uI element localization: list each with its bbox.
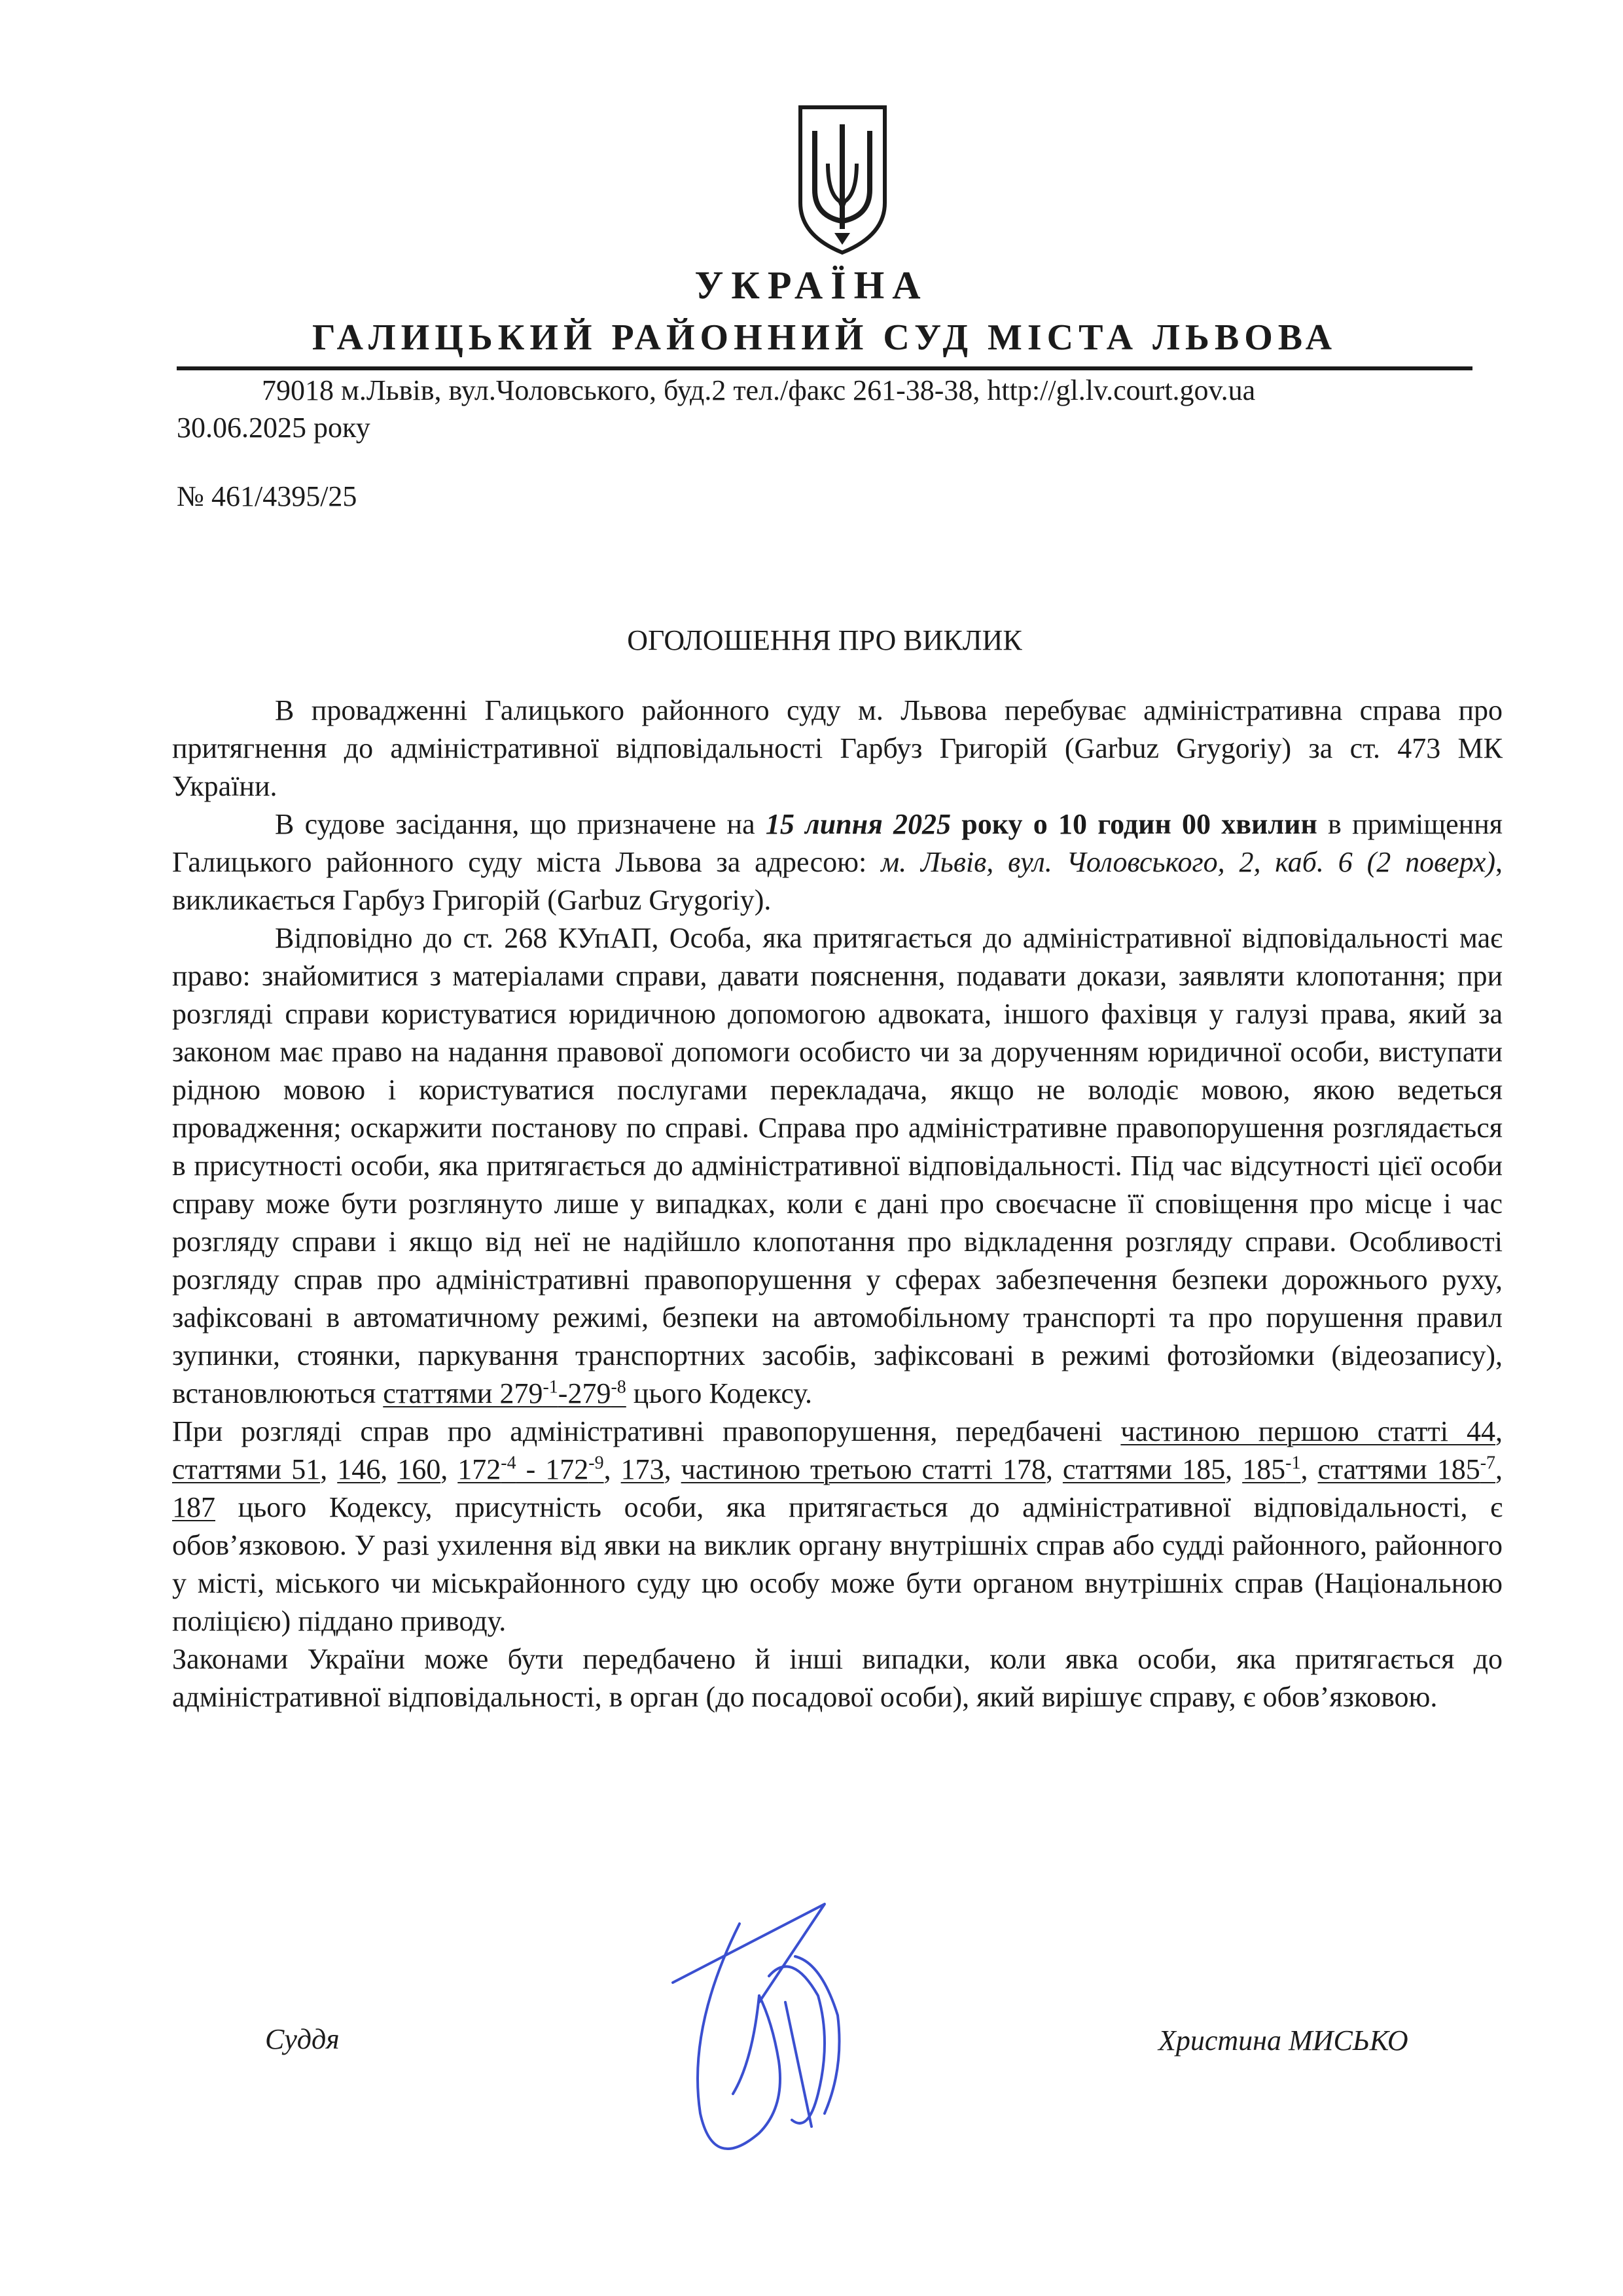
judge-name: Христина МИСЬКО — [1158, 2024, 1408, 2057]
paragraph-proceedings: В провадженні Галицького районного суду м. Львова перебуває адміністративна справа про притягнення до адміністративної відповідальності Гарбуз Григорій (Garbuz Grygoriy) за ст. 473 МК України. — [172, 694, 1503, 802]
ref-range: - 172 — [516, 1453, 589, 1485]
rights-text: Відповідно до ст. 268 КУпАП, Особа, яка притягається до адміністративної відповідальності має право: знайомитися з матеріалами справи, давати пояснення, подавати докази, заявляти клопотання; при розгляді справи користуватися юридичною допомогою адвоката, іншого фахівця у галузі права, який за законом має право на надання правової допомоги особисто чи за дорученням юридичної особи, виступати рідною мовою і користуватися послугами перекладача, якщо не володіє мовою, якою ведеться провадження; оскаржити постанову по справі. Справа про адміністративне правопорушення розглядається в присутності особи, яка притягається до адміністративної відповідальності. Під час відсутності цієї особи справу може бути розглянуто лише у випадках, коли є дані про своєчасне її сповіщення про місце і час розгляду справи і якщо від неї не надійшло клопотання про відкладення розгляду справи. Особливості розгляду справ про адміністративні правопорушення у сферах забезпечення безпеки дорожнього руху, зафіксовані в автоматичному режимі, безпеки на автомобільному транспорті та про порушення правил зупинки, стоянки, паркування транспортних засобів, зафіксовані в режимі фотозйомки (відеозапису), встановлюються — [172, 922, 1503, 1409]
paragraph-hearing — [172, 805, 1503, 919]
ref-sup: -8 — [611, 1377, 626, 1398]
country-name: УКРАЇНА — [694, 264, 929, 307]
law-reference-44[interactable]: частиною першою статті 44 — [1120, 1415, 1495, 1447]
hearing-text-1: В судове засідання, що призначене на — [275, 808, 766, 840]
header-divider — [177, 366, 1472, 370]
law-reference-172[interactable] — [457, 1453, 603, 1485]
ref-sup: -9 — [588, 1453, 604, 1474]
law-reference-185-7[interactable] — [1317, 1453, 1495, 1485]
document-date: 30.06.2025 року — [177, 412, 370, 444]
paragraph-other-cases: Законами України може бути передбачено й інші випадки, коли явка особи, яка притягається до адміністративної відповідальності, в орган (до посадової особи), який вирішує справу, є обов’язковою. — [172, 1643, 1503, 1713]
paragraph-rights — [172, 919, 1503, 1413]
law-reference-185-1[interactable] — [1242, 1453, 1300, 1485]
ref-sup: -4 — [501, 1453, 516, 1474]
ref-label: 185 — [1242, 1453, 1286, 1485]
hearing-date: 15 липня 2025 — [765, 808, 951, 840]
judge-title: Суддя — [265, 2023, 340, 2055]
case-number: № 461/4395/25 — [177, 480, 357, 512]
handwritten-signature-icon — [661, 1898, 883, 2172]
law-reference-51[interactable]: статтями 51 — [172, 1453, 321, 1485]
document-title: ОГОЛОШЕННЯ ПРО ВИКЛИК — [627, 624, 1022, 656]
hearing-place: м. Львів, вул. Чоловського, 2, каб. 6 (2 поверх) — [881, 846, 1495, 878]
rights-tail: цього Кодексу. — [626, 1377, 812, 1409]
ref-sup: -1 — [1285, 1453, 1301, 1474]
ref-label: статтями 185 — [1317, 1453, 1480, 1485]
presence-tail: цього Кодексу, присутність особи, яка притягається до адміністративної відповідальності, є обов’язковою. У разі ухилення від явки на виклик органу внутрішніх справ або судді районного, районного у місті, міського чи міськрайонного суду цю особу може бути органом внутрішніх справ (Національною поліцією) піддано приводу. — [172, 1491, 1503, 1637]
notice-body — [172, 692, 1503, 1716]
hearing-text-2: в приміщення Галицького районного суду міста Львова за адресою: — [172, 808, 1503, 878]
ref-sup: -7 — [1480, 1453, 1496, 1474]
ref-range: -279 — [558, 1377, 611, 1409]
law-reference-160[interactable]: 160 — [397, 1453, 441, 1485]
law-reference-185[interactable]: статтями 185 — [1062, 1453, 1226, 1485]
law-reference-146[interactable]: 146 — [337, 1453, 381, 1485]
hearing-time: року о 10 годин 00 хвилин — [951, 808, 1317, 840]
law-reference-187[interactable]: 187 — [172, 1491, 215, 1523]
ref-label: статтями 279 — [383, 1377, 543, 1409]
law-reference-178[interactable]: частиною третьою статті 178 — [681, 1453, 1046, 1485]
ref-sup: -1 — [543, 1377, 558, 1398]
paragraph-mandatory-presence: При розгляді справ про адміністративні правопорушення, передбачені частиною першою статті 44, статтями 51, 146, 160, $172^{-4} - 172^{-9}$, 173, частиною третьою статті 178, статтями 185, $185^{-1}$, статтями $185^{-7}$, 187 цього Кодексу, присутність особи, яка притягається до адміністративної відповідальності, є обов’язковою. У разі ухилення від явки на виклик органу внутрішніх справ або судді районного, районного у місті, міського чи міськрайонного суду цю особу може бути органом внутрішніх справ (Національною поліцією) піддано приводу. — [172, 1415, 1503, 1637]
coat-of-arms-trident-icon — [795, 105, 890, 255]
hearing-text-3: , викликається Гарбуз Григорій (Garbuz Grygoriy). — [172, 846, 1503, 916]
presence-intro: При розгляді справ про адміністративні правопорушення, передбачені — [172, 1415, 1121, 1447]
ref-label: 172 — [457, 1453, 501, 1485]
court-name: ГАЛИЦЬКИЙ РАЙОННИЙ СУД МІСТА ЛЬВОВА — [312, 317, 1338, 358]
court-address: 79018 м.Львів, вул.Чоловського, буд.2 тел./факс 261-38-38, http://gl.lv.court.gov.ua — [262, 374, 1256, 406]
law-reference-279[interactable] — [383, 1377, 626, 1409]
law-reference-173[interactable]: 173 — [620, 1453, 664, 1485]
